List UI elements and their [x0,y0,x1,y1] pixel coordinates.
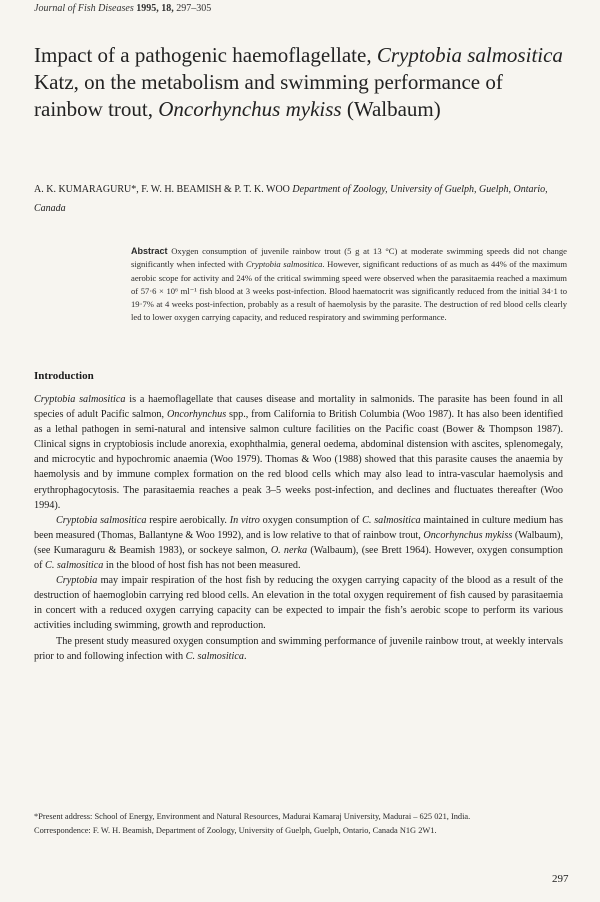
abstract: Abstract Oxygen consumption of juvenile rainbow trout (5 g at 13 °C) at moderate swimming speeds did not change significantly when infected with Cryptobia salmositica. However, significant reductions of as much as 44% of the maximum aerobic scope for activity and 24% of the critical swimming speed were observed when the parasitaemia reached a maximum of 57·6 × 10⁶ ml⁻¹ fish blood at 3 weeks post-infection. Blood haematocrit was significantly reduced from the initial 34·1 to 19·7% at 4 weeks post-infection, probably as a result of haemolysis by the parasite. The destruction of red blood cells clearly led to lower oxygen carrying capacity, and reduced respiratory and swimming performance. [131,246,568,323]
article-title: Impact of a pathogenic haemoflagellate, Cryptobia salmositica Katz, on the metabolism and swimming performance of rainbow trout, Oncorhynchus mykiss (Walbaum) [34,43,563,121]
intro-paragraph-3: Cryptobia may impair respiration of the host fish by reducing the oxygen carrying capacity of the blood as a result of the destruction of haemoglobin carrying red blood cells. An elevation in the total oxygen requirement of fish caused by parasitaemia in concert with a reduced oxygen carrying capacity can be expected to impair the fish’s aerobic scope to perform its various activities including swimming, growth and reproduction. [34,575,563,632]
author-affiliation: Department of Zoology, University of Guelph, Guelph, Ontario, Canada [34,184,548,214]
intro-paragraph-2: Cryptobia salmositica respire aerobically. In vitro oxygen consumption of C. salmositica maintained in culture medium has been measured (Thomas, Ballantyne & Woo 1992), and is low relative to that of rainbow trout, Oncorhynchus mykiss (Walbaum), (see Kumaraguru & Beamish 1983), or sockeye salmon, O. nerka (Walbaum), (see Brett 1964). However, oxygen consumption of C. salmositica in the blood of host fish has not been measured. [34,514,563,572]
footnote-correspondence: Correspondence: F. W. H. Beamish, Department of Zoology, University of Guelph, Guelph, Ontario, Canada N1G 2W1. [34,826,437,835]
footnotes [34,810,564,838]
journal-citation [34,3,211,14]
journal-name: Journal of Fish Diseases [34,3,134,14]
abstract-label: Abstract [131,246,168,256]
journal-volume: 18, [161,3,174,14]
introduction-body [34,392,563,664]
footnote-present-address: *Present address: School of Energy, Environment and Natural Resources, Madurai Kamaraj University, Madurai – 625 021, India. [34,812,471,821]
journal-year: 1995, [136,3,159,14]
intro-paragraph-4: The present study measured oxygen consumption and swimming performance of juvenile rainbow trout, at weekly intervals prior to and following infection with C. salmositica. [34,635,563,662]
journal-pages: 297–305 [176,3,212,14]
page-number: 297 [552,873,569,885]
section-heading-introduction: Introduction [34,370,94,382]
author-block [34,180,574,218]
author-names: A. K. KUMARAGURU*, F. W. H. BEAMISH & P. T. K. WOO [34,184,290,195]
intro-paragraph-1: Cryptobia salmositica is a haemoflagellate that causes disease and mortality in salmonids. The parasite has been found in all species of adult Pacific salmon, Oncorhynchus spp., from California to British Columbia (Woo 1987). It has also been identified as a lethal pathogen in semi-natural and intensive salmon culture facilities on the Pacific coast (Bower & Thompson 1987). Clinical signs in cryptobiosis include anorexia, exophthalmia, general oedema, abdominal distension with ascites, splenomegaly, and microcytic and hypochromic anaemia (Woo 1979). Thomas & Woo (1988) showed that this parasite causes the anaemia by haemolysis and by immune complex formation on the red blood cells which may also lead to intra-vascular haemolysis and erythrophagocytosis. The parasitaemia reaches a peak 3–5 weeks post-infection, and declines and fluctuates thereafter (Woo 1994). [34,394,563,511]
